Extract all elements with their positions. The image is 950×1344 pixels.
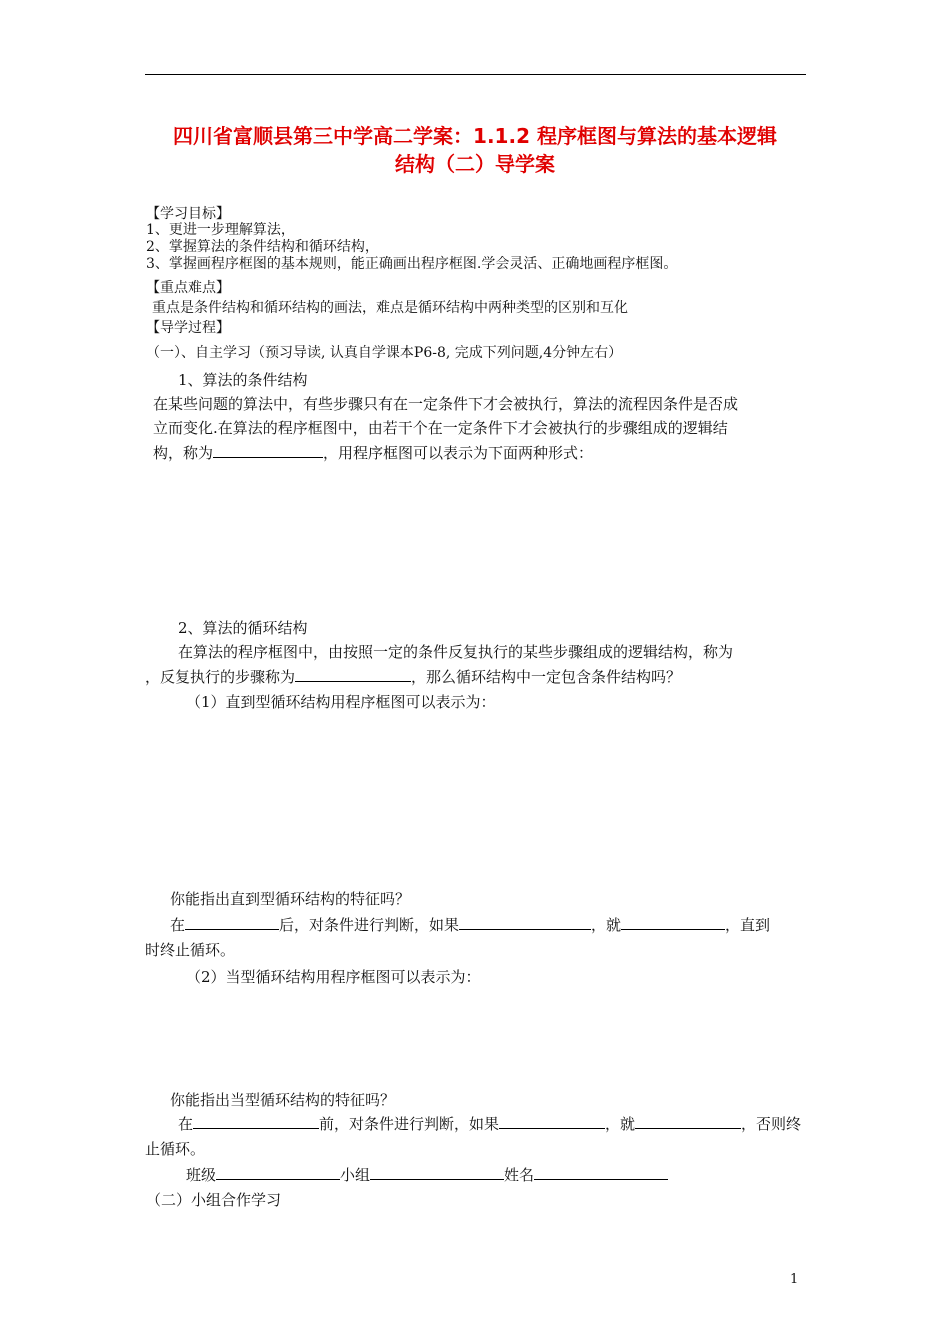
- conditional-structure-heading: 1、算法的条件结构: [178, 371, 308, 389]
- class-field[interactable]: [216, 1165, 340, 1180]
- until-loop-question: 你能指出直到型循环结构的特征吗？: [170, 890, 411, 908]
- conditional-text-line1: 在某些问题的算法中，有些步骤只有在一定条件下才会被执行，算法的流程因条件是否成: [153, 395, 739, 413]
- name-field[interactable]: [534, 1165, 668, 1180]
- while-loop-question: 你能指出当型循环结构的特征吗？: [170, 1091, 396, 1109]
- until-loop-answer-line2: 时终止循环。: [145, 941, 236, 959]
- page-number: 1: [790, 1272, 799, 1287]
- blank-until-2[interactable]: [459, 915, 591, 930]
- blank-until-3[interactable]: [621, 915, 725, 930]
- loop-structure-heading: 2、算法的循环结构: [178, 619, 308, 637]
- document-title-line2: 结构（二）导学案: [395, 152, 555, 176]
- student-info-line: 班级 小组 姓名: [186, 1165, 668, 1185]
- blank-loop-body[interactable]: [295, 667, 411, 682]
- group-study-heading: （二）小组合作学习: [146, 1191, 282, 1209]
- while-loop-answer-line2: 止循环。: [145, 1140, 206, 1158]
- objective-item-2: 2、掌握算法的条件结构和循环结构，: [146, 239, 379, 255]
- objective-item-3: 3、掌握画程序框图的基本规则，能正确画出程序框图.学会灵活、正确地画程序框图。: [146, 256, 678, 272]
- conditional-text-line3: 构，称为 ，用程序框图可以表示为下面两种形式：: [153, 444, 594, 462]
- objective-item-1: 1、更进一步理解算法，: [146, 222, 295, 238]
- conditional-text-line2: 立而变化.在算法的程序框图中，由若干个在一定条件下才会被执行的步骤组成的逻辑结: [153, 419, 728, 437]
- document-title-line1: 四川省富顺县第三中学高二学案：1.1.2 程序框图与算法的基本逻辑: [173, 124, 777, 148]
- until-loop-answer-line1: 在 后，对条件进行判断，如果 ，就 ，直到: [170, 916, 771, 934]
- blank-while-3[interactable]: [635, 1114, 741, 1129]
- process-heading: 【导学过程】: [146, 320, 230, 336]
- keypoints-heading: 【重点难点】: [146, 280, 230, 296]
- loop-text-line1: 在算法的程序框图中，由按照一定的条件反复执行的某些步骤组成的逻辑结构，称为: [178, 643, 734, 661]
- until-loop-heading: （1）直到型循环结构用程序框图可以表示为：: [186, 693, 496, 711]
- keypoints-text: 重点是条件结构和循环结构的画法，难点是循环结构中两种类型的区别和互化: [152, 300, 628, 316]
- group-field[interactable]: [370, 1165, 504, 1180]
- blank-while-2[interactable]: [499, 1114, 605, 1129]
- blank-conditional-structure[interactable]: [213, 443, 323, 458]
- header-rule: [145, 74, 806, 75]
- self-study-heading: （一）、自主学习（预习导读, 认真自学课本P6-8, 完成下列问题,4分钟左右）: [146, 345, 623, 361]
- loop-text-line2: ，反复执行的步骤称为 ，那么循环结构中一定包含条件结构吗？: [145, 668, 682, 686]
- blank-until-1[interactable]: [185, 915, 279, 930]
- while-loop-answer-line1: 在 前，对条件进行判断，如果 ，就 ，否则终: [178, 1115, 802, 1133]
- objectives-heading: 【学习目标】: [146, 206, 230, 222]
- blank-while-1[interactable]: [193, 1114, 319, 1129]
- while-loop-heading: （2）当型循环结构用程序框图可以表示为：: [186, 968, 481, 986]
